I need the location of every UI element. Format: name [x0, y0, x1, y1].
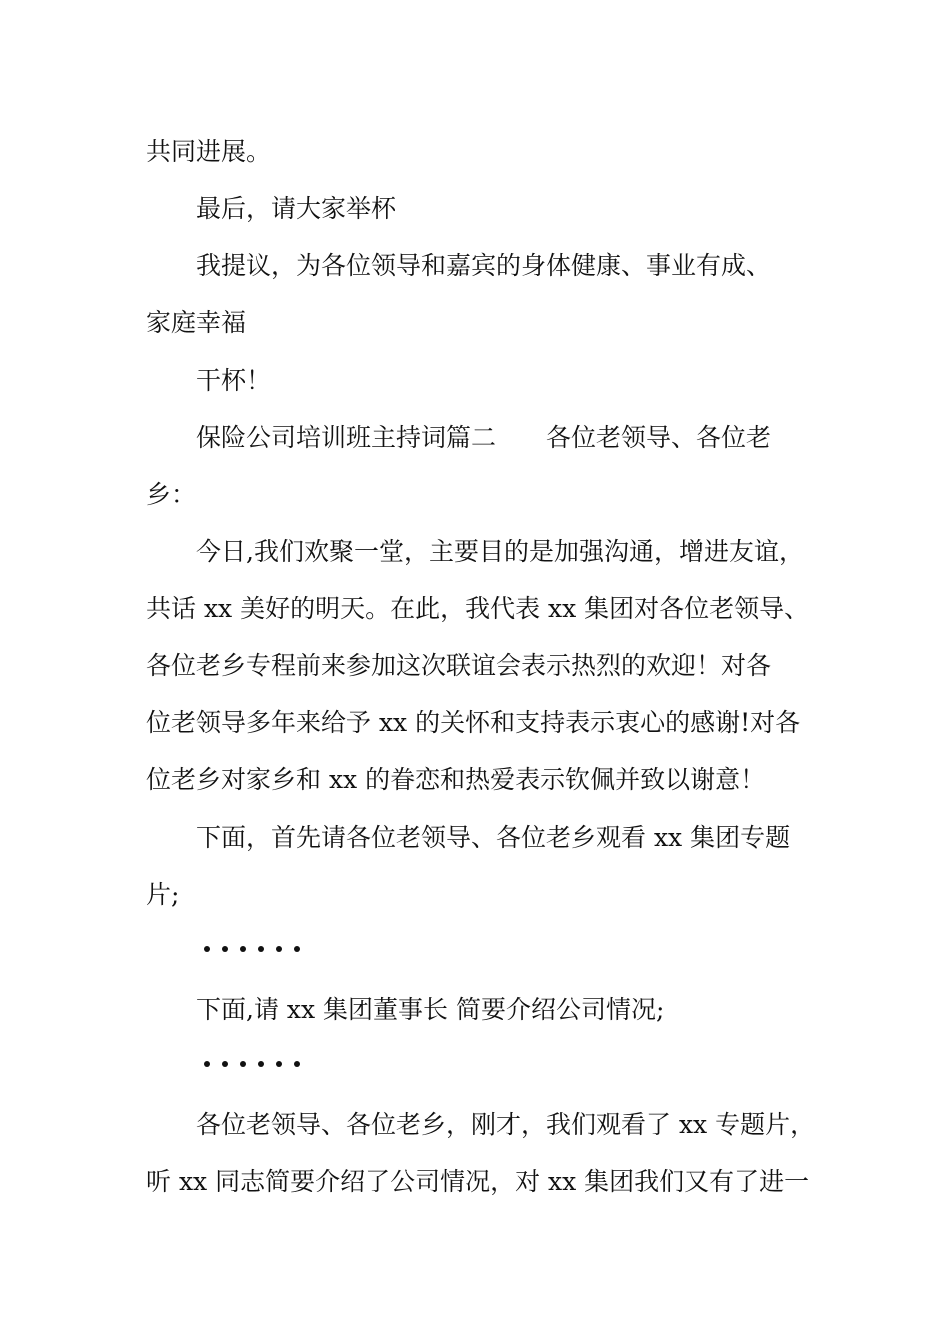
ellipsis-dots	[204, 1061, 300, 1071]
paragraph-line: 听 xx 同志简要介绍了公司情况，对 xx 集团我们又有了进一	[146, 1167, 810, 1196]
ellipsis-dot	[222, 1061, 228, 1067]
ellipsis-dot	[240, 1061, 246, 1067]
ellipsis-dot	[204, 1061, 210, 1067]
ellipsis-dot	[276, 1061, 282, 1067]
paragraph-line: 各位老乡专程前来参加这次联谊会表示热烈的欢迎！对各	[146, 651, 772, 680]
paragraph-line: 各位老领导、各位老乡，刚才，我们观看了 xx 专题片，	[196, 1110, 816, 1139]
paragraph-line: 共同进展。	[146, 137, 272, 166]
ellipsis-dot	[276, 946, 282, 952]
paragraph-line: 位老乡对家乡和 xx 的眷恋和热爱表示钦佩并致以谢意！	[146, 765, 766, 794]
paragraph-line: 共话 xx 美好的明天。在此，我代表 xx 集团对各位老领导、	[146, 594, 810, 623]
section-heading-line: 保险公司培训班主持词篇二 各位老领导、各位老	[196, 423, 772, 452]
paragraph-line: 家庭幸福	[146, 308, 247, 337]
ellipsis-dot	[258, 946, 264, 952]
paragraph-line: 下面，首先请各位老领导、各位老乡观看 xx 集团专题	[196, 823, 791, 852]
ellipsis-dot	[222, 946, 228, 952]
paragraph-line: 今日,我们欢聚一堂，主要目的是加强沟通，增进友谊，	[196, 537, 804, 566]
ellipsis-dot	[258, 1061, 264, 1067]
ellipsis-dots	[204, 946, 300, 956]
paragraph-line: 乡：	[146, 480, 197, 509]
ellipsis-dot	[294, 946, 300, 952]
paragraph-line: 位老领导多年来给予 xx 的关怀和支持表示衷心的感谢!对各	[146, 708, 801, 737]
paragraph-line: 我提议，为各位领导和嘉宾的身体健康、事业有成、	[196, 251, 772, 280]
ellipsis-dot	[240, 946, 246, 952]
paragraph-line: 最后，请大家举杯	[196, 194, 397, 223]
paragraph-line: 干杯！	[196, 366, 272, 395]
ellipsis-dot	[294, 1061, 300, 1067]
paragraph-line: 片;	[146, 880, 180, 909]
paragraph-line: 下面,请 xx 集团董事长 简要介绍公司情况;	[196, 995, 665, 1024]
ellipsis-dot	[204, 946, 210, 952]
